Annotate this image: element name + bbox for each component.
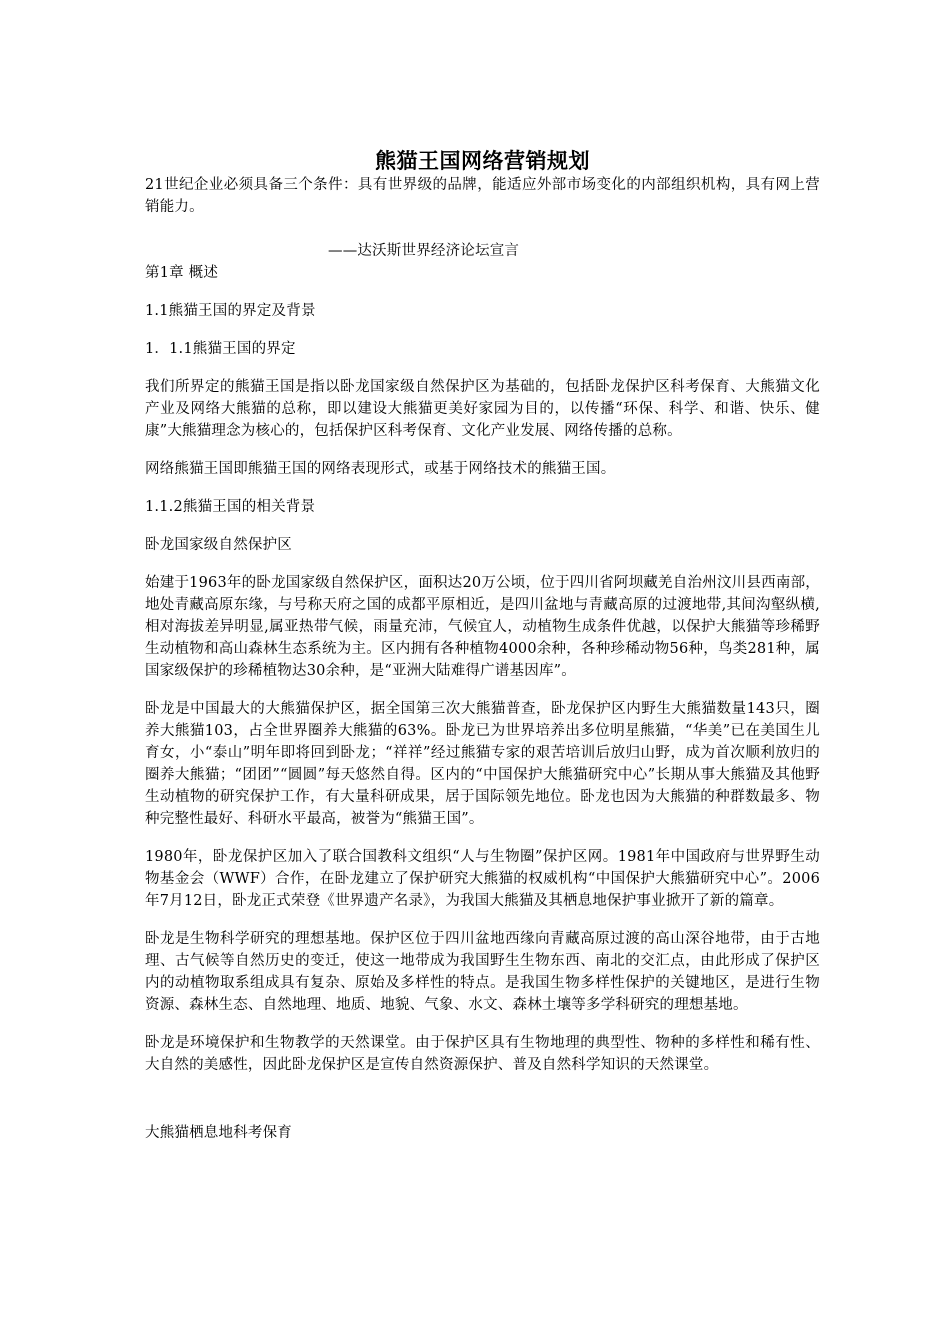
paragraph-definition: 我们所界定的熊猫王国是指以卧龙国家级自然保护区为基础的，包括卧龙保护区科考保育、大熊猫文化产业及网络大熊猫的总称，即以建设大熊猫更美好家园为目的，以传播“环保、科学、和谐、快乐、健康”大熊猫理念为核心的，包括保护区科考保育、文化产业发展、网络传播的总称。 (145, 379, 820, 439)
subheading-wolong: 卧龙国家级自然保护区 (145, 537, 292, 553)
subheading-habitat: 大熊猫栖息地科考保育 (145, 1125, 292, 1141)
chapter-heading: 第1章 概述 (145, 265, 219, 281)
subsection-heading: 1.1.2熊猫王国的相关背景 (145, 499, 316, 515)
paragraph-largest: 卧龙是中国最大的大熊猫保护区，据全国第三次大熊猫普查，卧龙保护区内野生大熊猫数量143只，圈养大熊猫103，占全世界圈养大熊猫的63%。卧龙已为世界培养出多位明星熊猫，“华美”已在美国生儿育女，小“泰山”明年即将回到卧龙；“祥祥”经过熊猫专家的艰苦培训后放归山野，成为首次顺利放归的圈养大熊猫；“团团”“圆圆”每天悠然自得。区内的“中国保护大熊猫研究中心”长期从事大熊猫及其他野生动植物的研究保护工作，有大量科研成果，居于国际领先地位。卧龙也因为大熊猫的种群数最多、物种完整性最好、科研水平最高，被誉为“熊猫王国”。 (145, 701, 820, 827)
paragraph-science: 卧龙是生物科学研究的理想基地。保护区位于四川盆地西缘向青藏高原过渡的高山深谷地带，由于古地理、古气候等自然历史的变迁，使这一地带成为我国野生生物东西、南北的交汇点，由此形成了保护区内的动植物取系组成具有复杂、原始及多样性的特点。是我国生物多样性保护的关键地区，是进行生物资源、森林生态、自然地理、地质、地貌、气象、水文、森林土壤等多学科研究的理想基地。 (145, 931, 820, 1013)
paragraph-classroom: 卧龙是环境保护和生物教学的天然课堂。由于保护区具有生物地理的典型性、物种的多样性和稀有性、大自然的美感性，因此卧龙保护区是宣传自然资源保护、普及自然科学知识的天然课堂。 (145, 1035, 820, 1073)
epigraph: 21世纪企业必须具备三个条件：具有世界级的品牌，能适应外部市场变化的内部组织机构，具有网上营销能力。 (145, 177, 820, 215)
epigraph-source: ——达沃斯世界经济论坛宣言 (328, 243, 520, 259)
section-heading: 1.1熊猫王国的界定及背景 (145, 303, 316, 319)
document-title: 熊猫王国网络营销规划 (375, 149, 590, 173)
paragraph-network: 网络熊猫王国即熊猫王国的网络表现形式，或基于网络技术的熊猫王国。 (145, 461, 616, 477)
paragraph-founded: 始建于1963年的卧龙国家级自然保护区，面积达20万公顷，位于四川省阿坝藏羌自治州汶川县西南部，地处青藏高原东缘，与号称天府之国的成都平原相近，是四川盆地与青藏高原的过渡地带,其间沟壑纵横,相对海拔差异明显,属亚热带气候，雨量充沛，气候宜人，动植物生成条件优越，以保护大熊猫等珍稀野生动植物和高山森林生态系统为主。区内拥有各种植物4000余种，各种珍稀动物56种，鸟类281种，属国家级保护的珍稀植物达30余种，是“亚洲大陆难得广谱基因库”。 (145, 575, 820, 679)
subsection-heading: 1．1.1熊猫王国的界定 (145, 341, 296, 357)
paragraph-1980: 1980年，卧龙保护区加入了联合国教科文组织“人与生物圈”保护区网。1981年中国政府与世界野生动物基金会（WWF）合作，在卧龙建立了保护研究大熊猫的权威机构“中国保护大熊猫研究中心”。2006年7月12日，卧龙正式荣登《世界遗产名录》，为我国大熊猫及其栖息地保护事业掀开了新的篇章。 (145, 849, 820, 909)
document-page (145, 148, 820, 1144)
